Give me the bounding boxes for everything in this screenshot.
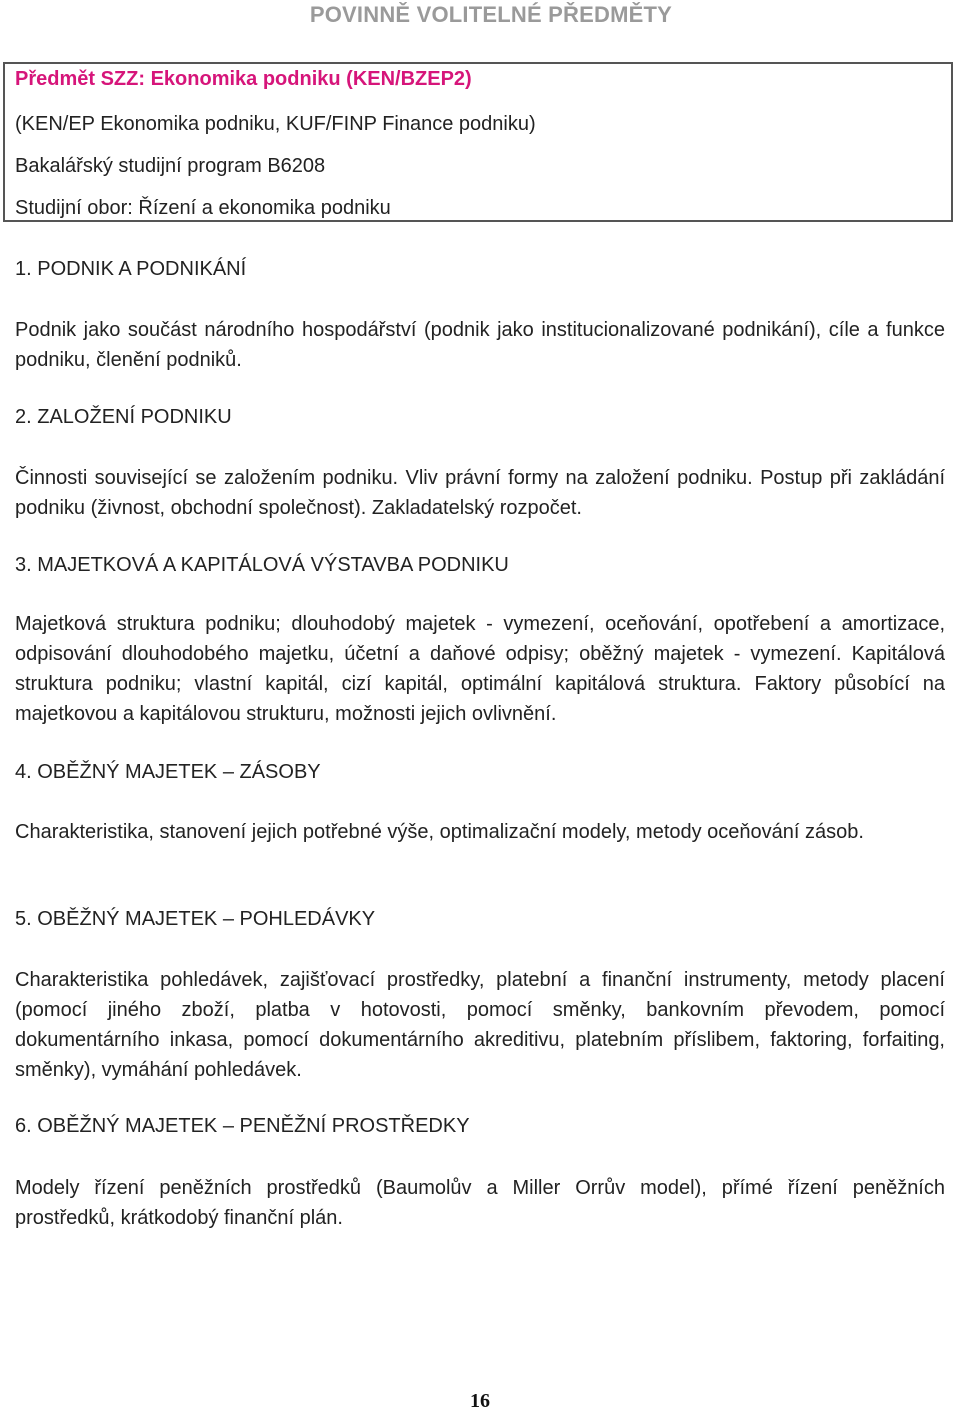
section-6-body: Modely řízení peněžních prostředků (Baumolův a Miller Orrův model), přímé řízení peněžních prostředků, krátkodobý finanční plán.: [15, 1177, 945, 1229]
subject-program: Bakalářský studijní program B6208: [15, 155, 326, 177]
section-3-body: Majetková struktura podniku; dlouhodobý majetek - vymezení, oceňování, opotřebení a amortizace, odpisování dlouhodobého majetku, účetní a daňové odpisy; oběžný majetek - vymezení. Kapitálová struktura podniku; vlastní kapitál, cizí kapitál, optimální kapitálová struktura. Faktory působící na majetkovou a kapitálovou strukturu, možnosti jejich ovlivnění.: [15, 613, 945, 725]
subject-courses: (KEN/EP Ekonomika podniku, KUF/FINP Finance podniku): [15, 113, 536, 135]
subject-field: Studijní obor: Řízení a ekonomika podniku: [15, 197, 391, 219]
section-5-heading: 5. OBĚŽNÝ MAJETEK – POHLEDÁVKY: [15, 908, 376, 930]
section-3-heading: 3. MAJETKOVÁ A KAPITÁLOVÁ VÝSTAVBA PODNIKU: [15, 554, 509, 576]
section-4-heading: 4. OBĚŽNÝ MAJETEK – ZÁSOBY: [15, 761, 321, 783]
section-5-body: Charakteristika pohledávek, zajišťovací prostředky, platební a finanční instrumenty, metody placení (pomocí jiného zboží, platba v hotovosti, pomocí směnky, bankovním převodem, pomocí dokumentárního inkasa, pomocí dokumentárního akreditivu, platebním příslibem, faktoring, forfaiting, směnky), vymáhání pohledávek.: [15, 969, 945, 1081]
section-1-heading: 1. PODNIK A PODNIKÁNÍ: [15, 258, 247, 280]
section-6-heading: 6. OBĚŽNÝ MAJETEK – PENĚŽNÍ PROSTŘEDKY: [15, 1115, 470, 1137]
section-2-heading: 2. ZALOŽENÍ PODNIKU: [15, 406, 232, 428]
section-1-body: Podnik jako součást národního hospodářství (podnik jako institucionalizované podnikání), cíle a funkce podniku, členění podniků.: [15, 319, 945, 371]
section-2-body: Činnosti související se založením podniku. Vliv právní formy na založení podniku. Postup při zakládání podniku (živnost, obchodní společnost). Zakladatelský rozpočet.: [15, 467, 945, 519]
section-4-body: Charakteristika, stanovení jejich potřebné výše, optimalizační modely, metody oceňování zásob.: [15, 821, 864, 843]
page-number: 16: [470, 1390, 490, 1412]
page-title: POVINNĚ VOLITELNÉ PŘEDMĚTY: [309, 2, 672, 27]
subject-title: Předmět SZZ: Ekonomika podniku (KEN/BZEP2): [15, 68, 472, 90]
